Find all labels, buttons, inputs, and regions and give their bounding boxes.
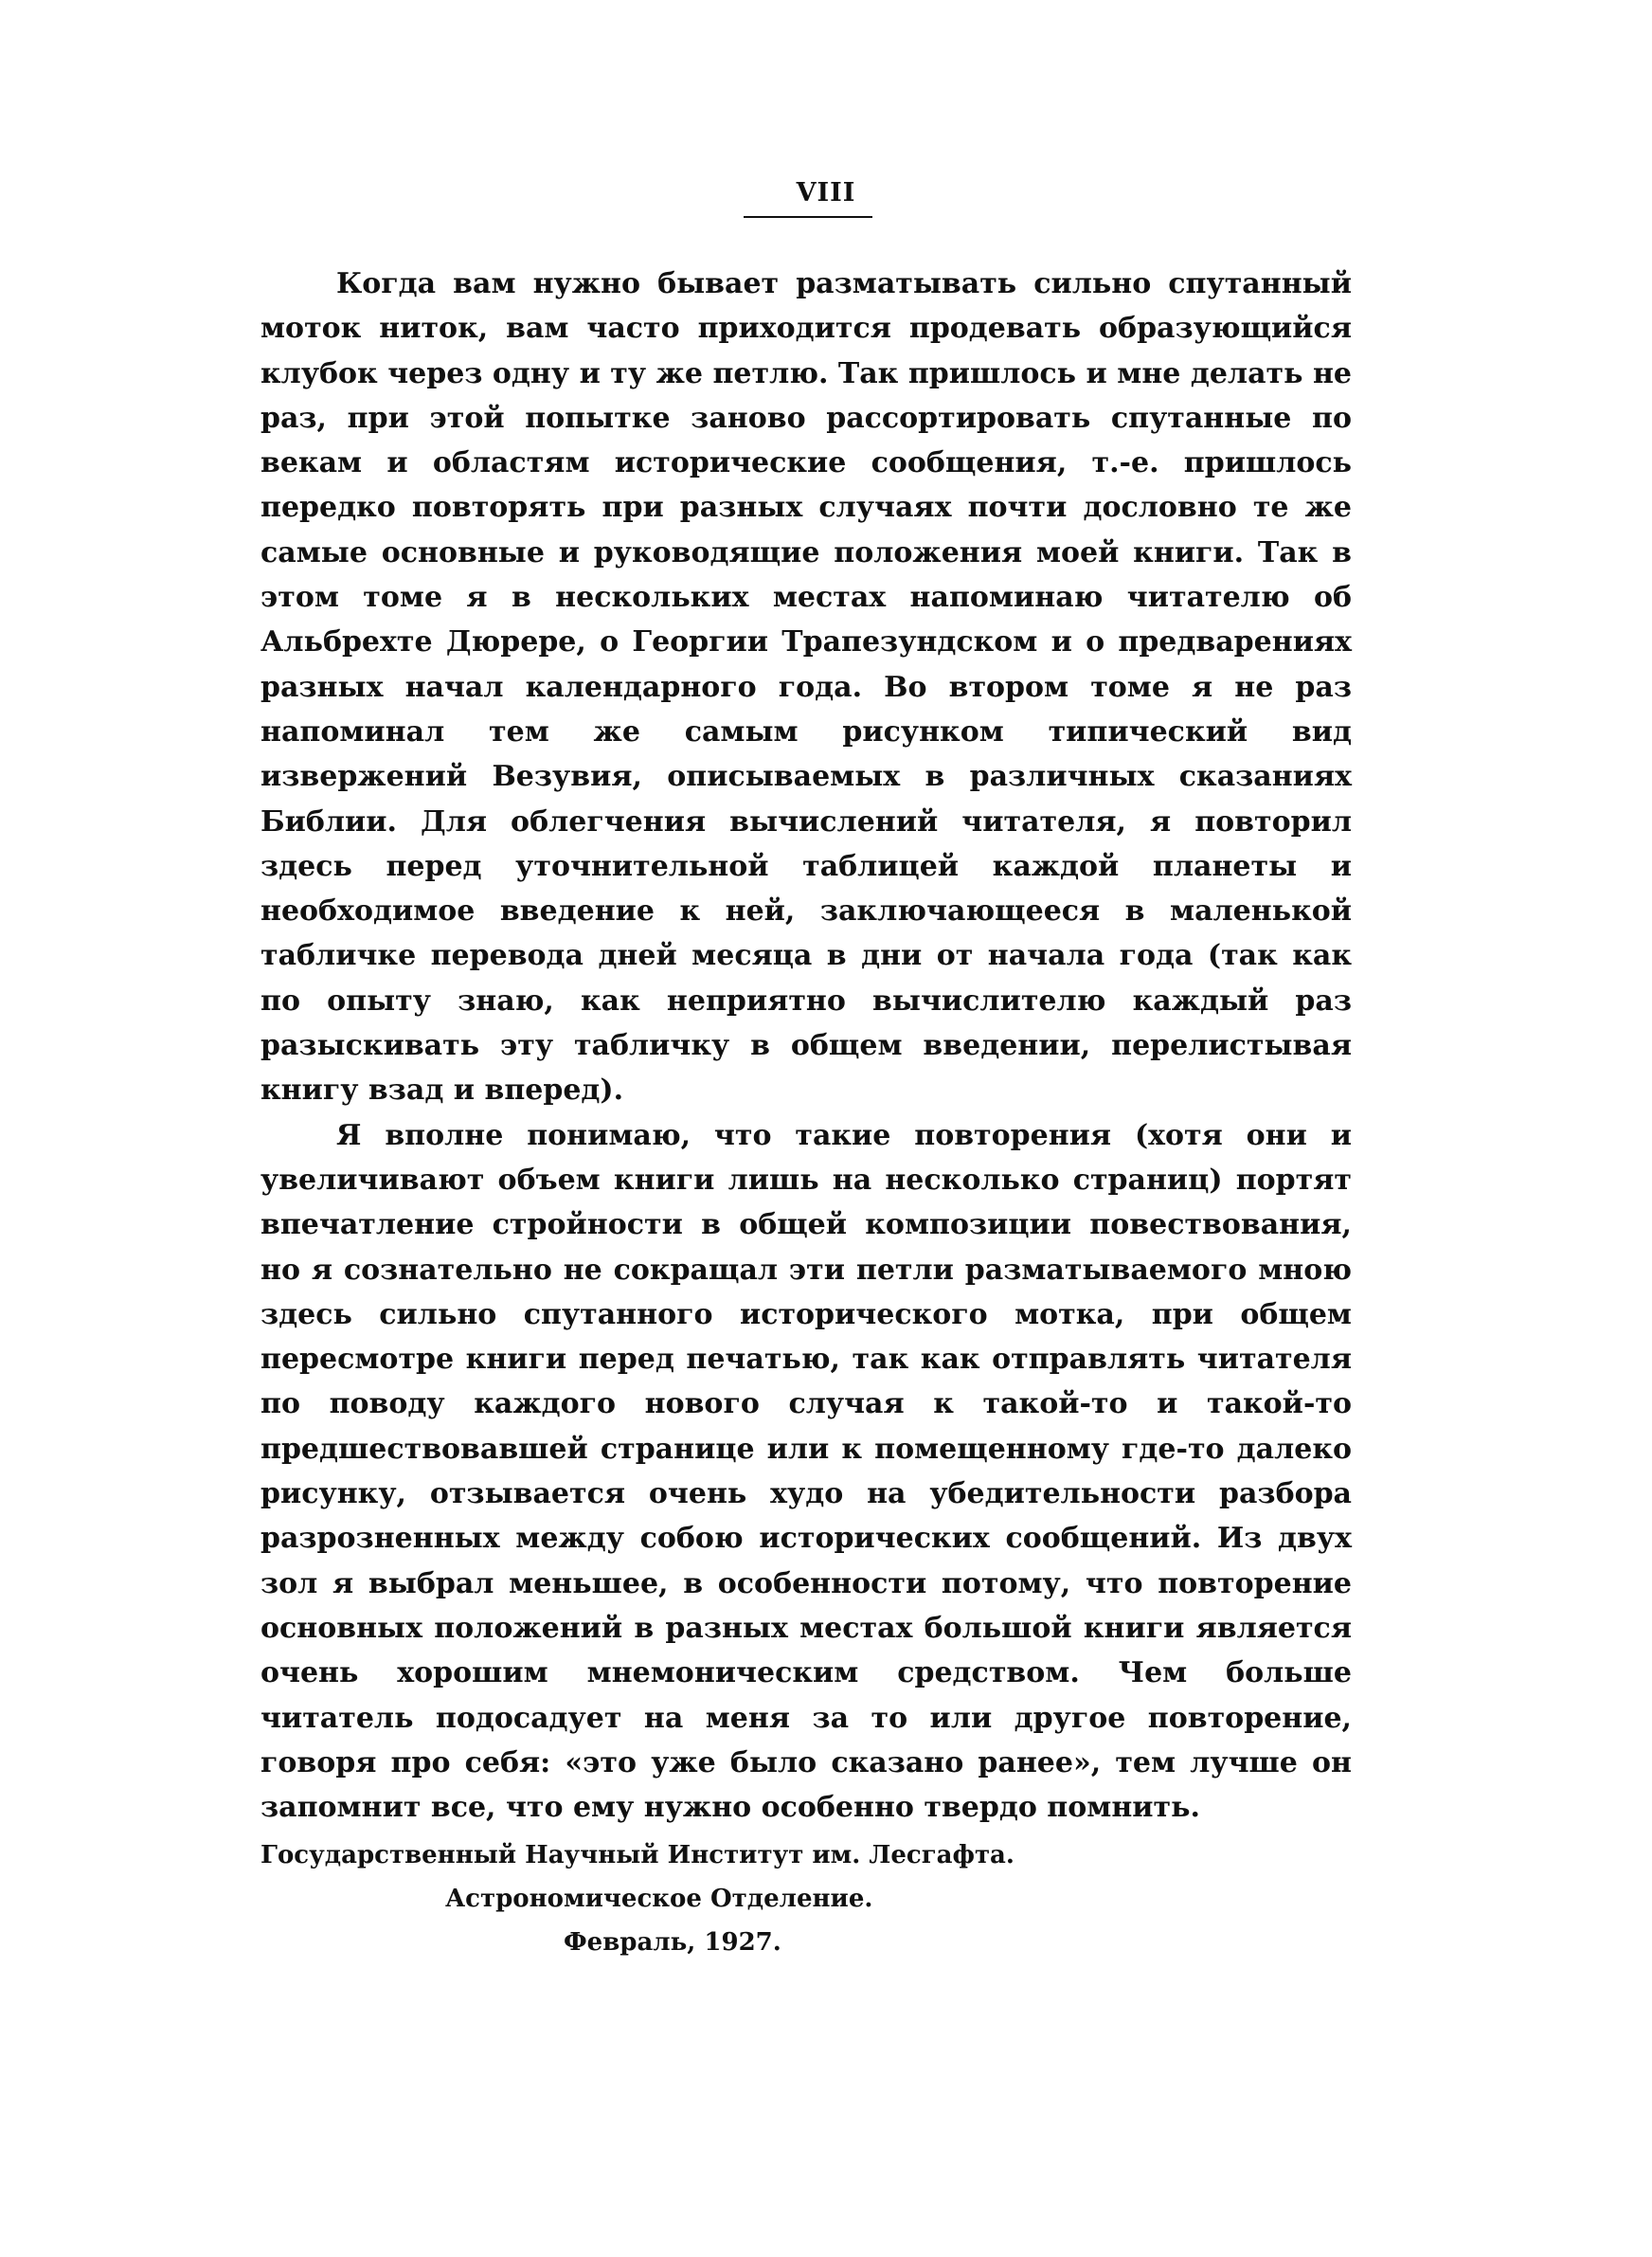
page-number: VIII [796, 178, 856, 208]
paragraph-2: Я вполне понимаю, что такие повторения (хотя они и увеличивают объем книги лишь на несколько страниц) портят впечатление стройности в общей композиции повествования, но я сознательно не сокращал эти петли разматываемого мною здесь сильно спутанного исторического мотка, при общем пересмотре книги перед печатью, так как отправлять читателя по поводу каждого нового случая к такой-то и такой-то предшествовавшей странице или к помещенному где-то далеко рисунку, отзывается очень худо на убедительности разбора разрозненных между собою исторических сообщений. Из двух зол я выбрал меньшее, в особенности потому, что повторение основных положений в разных местах большой книги является очень хорошим мнемоническим средством. Чем больше читатель подосадует на меня за то или другое повторение, говоря про себя: «это уже было сказано ранее», тем лучше он запомнит все, что ему нужно особенно твердо помнить. [260, 1118, 1352, 1825]
signature-block [260, 1833, 1352, 1964]
body-text [260, 262, 1352, 1830]
signature-department: Астрономическое Отделение. [445, 1885, 873, 1913]
signature-institution: Государственный Научный Институт им. Лесгафта. [260, 1841, 1015, 1869]
signature-date: Февраль, 1927. [564, 1928, 781, 1957]
paragraph-1: Когда вам нужно бывает разматывать сильно спутанный моток ниток, вам часто приходится продевать образующийся клубок через одну и ту же петлю. Так пришлось и мне делать не раз, при этой попытке заново рассортировать спутанные по векам и областям исторические сообщения, т.-е. пришлось передко повторять при разных случаях почти дословно те же самые основные и руководящие положения моей книги. Так в этом томе я в нескольких местах напоминаю читателю об Альбрехте Дюрере, о Георгии Трапезундском и о предварениях разных начал календарного года. Во втором томе я не раз напоминал тем же самым рисунком типический вид извержений Везувия, описываемых в различных сказаниях Библии. Для облегчения вычислений читателя, я повторил здесь перед уточнительной таблицей каждой планеты и необходимое введение к ней, заключающееся в маленькой табличке перевода дней месяца в дни от начала года (так как по опыту знаю, как неприятно вычислителю каждый раз разыскивать эту табличку в общем введении, перелистывая книгу взад и вперед). [260, 267, 1352, 1108]
header-rule [744, 216, 872, 218]
